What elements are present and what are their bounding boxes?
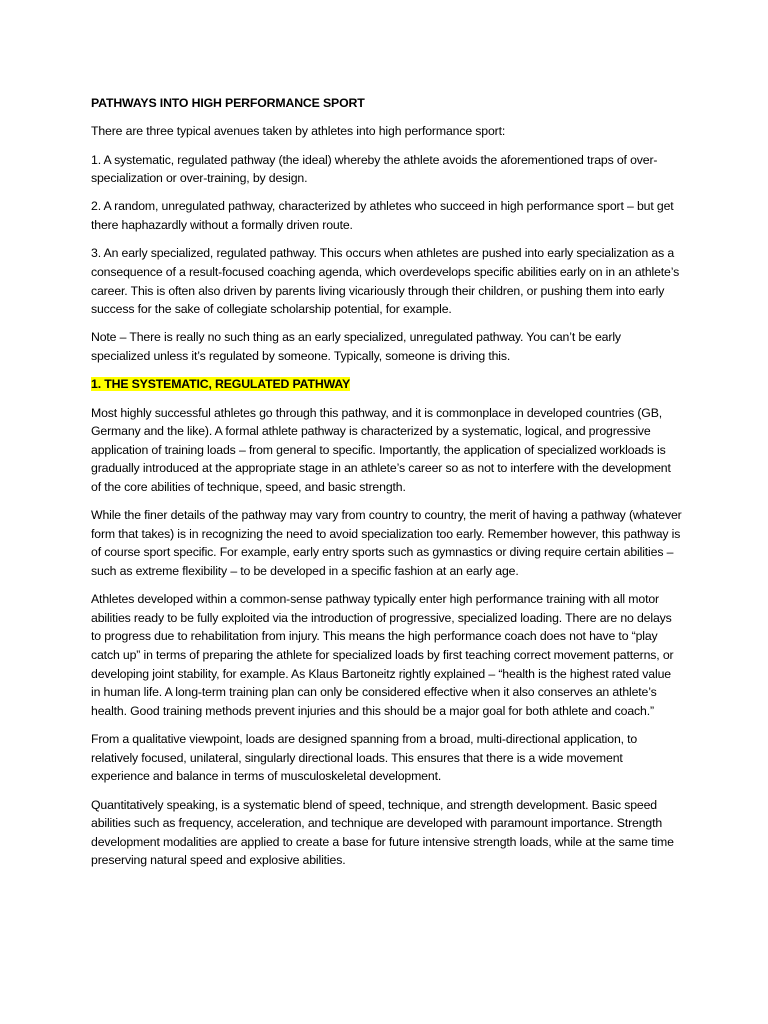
section-paragraph-1: Most highly successful athletes go through this pathway, and it is commonplace in developed countries (GB, Germany and the like). A formal athlete pathway is characterized by a systematic, logical, and progressive application of training loads – from general to specific. Importantly, the application of specialized workloads is gradually introduced at the appropriate stage in an athlete’s career so as not to interfere with the development of the core abilities of technique, speed, and basic strength. — [91, 405, 671, 494]
document-body — [91, 94, 683, 880]
avenue-paragraph-2: 2. A random, unregulated pathway, characterized by athletes who succeed in high performance sport – but get there haphazardly without a formally driven route. — [91, 199, 674, 233]
section-paragraph-3: Athletes developed within a common-sense pathway typically enter high performance training with all motor abilities ready to be fully exploited via the introduction of progressive, specialized loading. There are no delays to progress due to rehabilitation from injury. This means the high performance coach does not have to “play catch up” in terms of preparing the athlete for specialized loads by first teaching correct movement patterns, or developing joint stability, for example. As Klaus Bartoneitz rightly explained – “health is the highest rated value in human life. A long-term training plan can only be considered effective when it also conserves an athlete’s health. Good training methods prevent injuries and this should be a major goal for both athlete and coach.” — [91, 592, 674, 718]
section-heading-text: 1. THE SYSTEMATIC, REGULATED PATHWAY — [91, 377, 350, 392]
avenue-paragraph-1: 1. A systematic, regulated pathway (the ideal) whereby the athlete avoids the aforementioned traps of over-specialization or over-training, by design. — [91, 152, 658, 186]
note-paragraph: Note – There is really no such thing as an early specialized, unregulated pathway. You can’t be early specialized unless it’s regulated by someone. Typically, someone is driving this. — [91, 330, 621, 363]
document-title: PATHWAYS INTO HIGH PERFORMANCE SPORT — [91, 96, 365, 110]
avenue-paragraph-3: 3. An early specialized, regulated pathway. This occurs when athletes are pushed into early specialization as a consequence of a result-focused coaching agenda, which overdevelops specific abilities early on in an athlete’s career. This is often also driven by parents living vicariously through their children, or pushing them into early success for the sake of collegiate scholarship potential, for example. — [91, 246, 680, 317]
section-paragraph-4: From a qualitative viewpoint, loads are designed spanning from a broad, multi-directional application, to relatively focused, unilateral, singularly directional loads. This ensures that there is a wide movement experience and balance in terms of musculoskeletal development. — [91, 732, 638, 784]
section-paragraph-5: Quantitatively speaking, is a systematic blend of speed, technique, and strength development. Basic speed abilities such as frequency, acceleration, and technique are developed with paramount importance. Strength development modalities are applied to create a base for future intensive strength loads, while at the same time preserving natural speed and explosive abilities. — [91, 797, 674, 868]
intro-paragraph: There are three typical avenues taken by athletes into high performance sport: — [91, 124, 506, 139]
section-heading — [91, 375, 683, 394]
section-paragraph-2: While the finer details of the pathway may vary from country to country, the merit of having a pathway (whatever form that takes) is in recognizing the need to avoid specialization too early. Remember however, this pathway is of course sport specific. For example, early entry sports such as gymnastics or diving require certain abilities – such as extreme flexibility – to be developed in a specific fashion at an early age. — [91, 508, 682, 578]
